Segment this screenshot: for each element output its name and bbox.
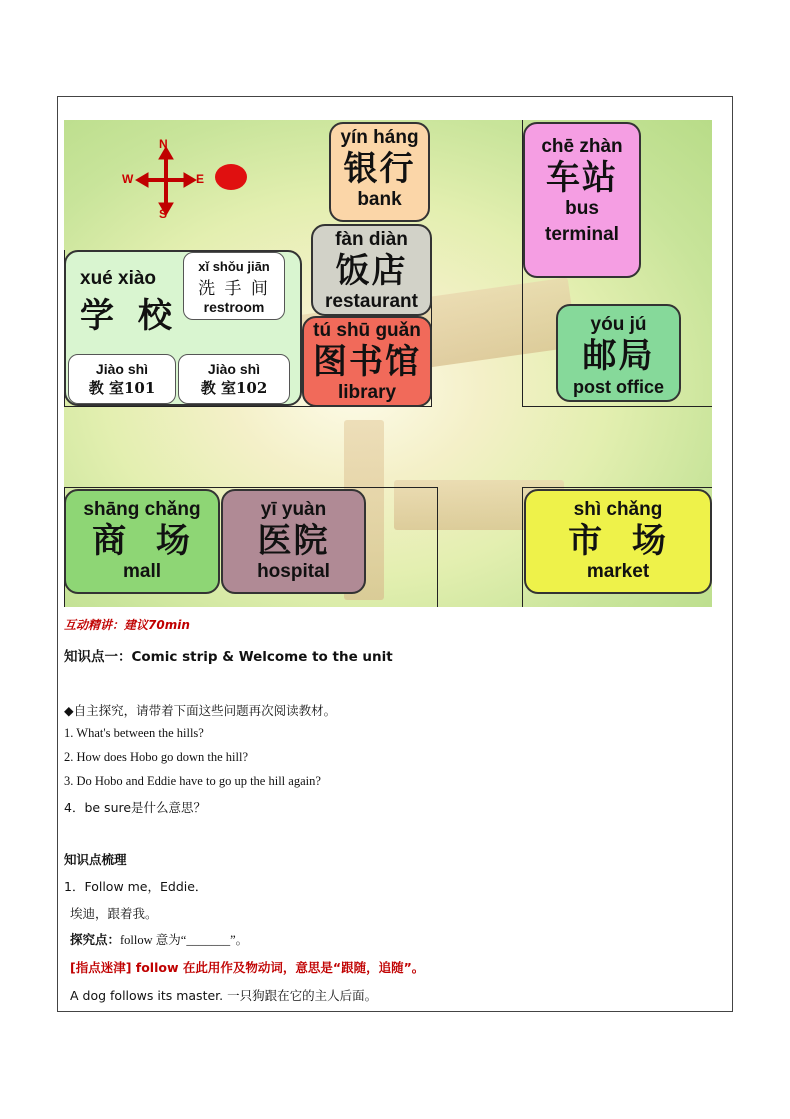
market-pinyin: shì chǎng [573, 499, 663, 520]
point-1: 1．Follow me，Eddie． [64, 879, 208, 894]
classroom-101-card [68, 354, 176, 404]
explore-text: follow 意为“_______”。 [120, 933, 249, 947]
section-title: 知识点一：Comic strip & Welcome to the unit [64, 649, 393, 665]
post-office-card [556, 304, 681, 402]
bus-terminal-english-1: bus [565, 198, 599, 219]
task-intro: ◆自主探究，请带着下面这些问题再次阅读教材。 [64, 703, 337, 718]
restaurant-english: restaurant [325, 291, 418, 312]
post-office-english: post office [572, 377, 664, 397]
classroom-101-pinyin: Jiào shì [95, 361, 149, 377]
hospital-pinyin: yī yuàn [260, 499, 327, 520]
library-hanzi: 图书馆 [313, 342, 421, 382]
restroom-hanzi: 洗 手 间 [198, 279, 270, 299]
market-card [524, 489, 712, 594]
bus-terminal-card [523, 122, 641, 278]
compass [116, 137, 256, 223]
mall-english: mall [122, 561, 162, 582]
bank-card [329, 122, 430, 222]
north-label: N [159, 137, 168, 151]
point-1-translation: 埃迪，跟着我。 [70, 906, 158, 921]
classroom-102-hanzi: 教 室102 [200, 379, 268, 397]
market-english: market [586, 561, 650, 582]
question-2: 2. How does Hobo go down the hill? [64, 750, 249, 764]
classroom-102-pinyin: Jiào shì [207, 361, 261, 377]
hospital-hanzi: 医院 [257, 521, 330, 561]
classroom-102-card [178, 354, 290, 404]
compass-arrows-icon [116, 137, 256, 223]
bank-pinyin: yín háng [340, 127, 419, 148]
bus-terminal-english-2: terminal [545, 224, 619, 245]
hospital-english: hospital [257, 561, 330, 582]
bank-hanzi: 银行 [343, 149, 416, 189]
restroom-pinyin: xǐ shǒu jiān [198, 259, 270, 274]
bus-terminal-pinyin: chē zhàn [541, 136, 623, 157]
points-title: 知识点梳理 [64, 852, 127, 867]
library-pinyin: tú shū guǎn [313, 320, 421, 341]
question-4: 4．be sure是什么意思？ [64, 800, 207, 815]
question-3: 3. Do Hobo and Eddie have to go up the hill again? [64, 774, 321, 788]
school-hanzi: 学 校 [80, 296, 178, 336]
mall-card [64, 489, 220, 594]
library-english: library [337, 382, 397, 403]
restaurant-hanzi: 饭店 [335, 251, 408, 291]
bank-english: bank [357, 189, 402, 210]
west-label: W [122, 172, 134, 186]
classroom-101-hanzi: 教 室101 [88, 379, 156, 397]
bus-terminal-hanzi: 车站 [546, 158, 618, 198]
restroom-card [183, 252, 285, 320]
library-card [302, 316, 432, 407]
mall-pinyin: shāng chǎng [83, 499, 201, 520]
hint-text: [指点迷津] follow 在此用作及物动词，意思是“跟随，追随”。 [70, 960, 425, 975]
restaurant-pinyin: fàn diàn [335, 229, 408, 250]
east-label: E [196, 172, 205, 186]
explore-label: 探究点： [70, 932, 121, 947]
mall-hanzi: 商 场 [92, 521, 192, 561]
explore-line [70, 930, 248, 948]
hospital-card [221, 489, 366, 594]
post-office-pinyin: yóu jú [590, 314, 647, 335]
time-note: 互动精讲：建议70min [64, 618, 190, 632]
school-pinyin: xué xiào [80, 268, 157, 289]
question-1: 1. What's between the hills? [64, 726, 204, 740]
south-label: S [159, 207, 168, 221]
restroom-english: restroom [203, 299, 265, 315]
market-hanzi: 市 场 [568, 521, 668, 561]
example-sentence: A dog follows its master. 一只狗跟在它的主人后面。 [70, 988, 378, 1003]
restaurant-card [311, 224, 432, 316]
post-office-hanzi: 邮局 [582, 336, 655, 376]
